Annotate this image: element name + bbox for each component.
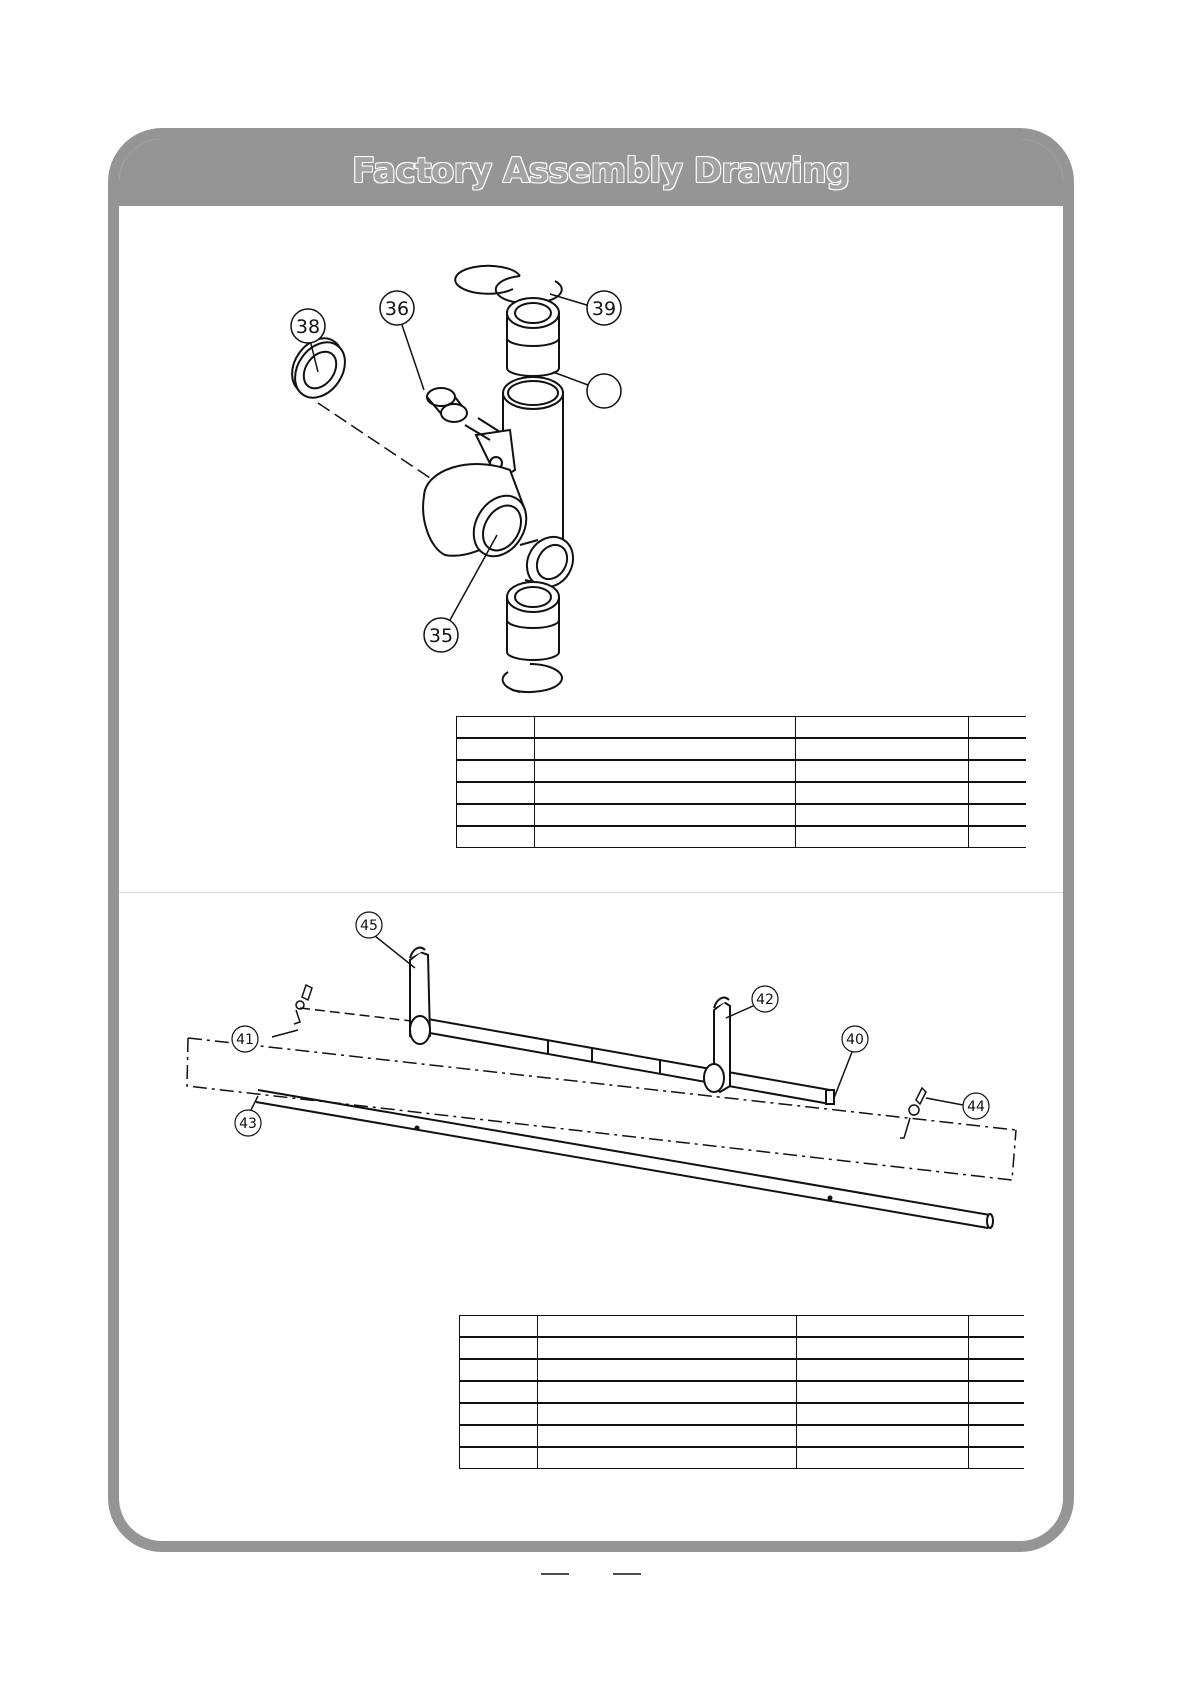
envelope-outline — [187, 1038, 1016, 1180]
table-row — [460, 1425, 1024, 1447]
callout-40 — [842, 1026, 868, 1052]
table-row — [457, 804, 1026, 826]
callout-label: 35 — [428, 625, 454, 647]
callout-label: 43 — [239, 1116, 257, 1132]
upper-shaft — [422, 1018, 834, 1104]
callout-45 — [356, 912, 382, 938]
top-assembly-drawing — [0, 0, 1192, 720]
bushing-top — [507, 298, 559, 376]
callout-38 — [291, 309, 325, 343]
page-title: Factory Assembly Drawing — [352, 151, 850, 191]
table-row — [457, 782, 1026, 804]
table-row — [460, 1337, 1024, 1359]
callout-label: 45 — [360, 918, 378, 934]
table-row — [457, 760, 1026, 782]
table-row — [460, 1403, 1024, 1425]
callout-35 — [424, 618, 458, 652]
callout-36 — [380, 291, 414, 325]
callout-39 — [587, 291, 621, 325]
bushing-bottom — [507, 582, 559, 660]
fastener-left — [294, 985, 312, 1024]
snap-ring-bottom — [512, 664, 562, 692]
callout-44 — [963, 1093, 989, 1119]
table-row — [460, 1381, 1024, 1403]
parts-table-top — [456, 716, 1026, 848]
callout-label: 39 — [591, 298, 617, 320]
callout-42 — [752, 986, 778, 1012]
arm-bracket-left — [410, 948, 430, 1044]
side-housing — [423, 430, 537, 566]
callout-label: 40 — [846, 1032, 864, 1048]
long-rod — [256, 1090, 993, 1228]
table-row — [457, 717, 1026, 739]
bottom-assembly-drawing — [0, 880, 1192, 1280]
page-number-marks — [0, 1565, 1192, 1585]
arm-bracket-right — [704, 998, 730, 1092]
bearing-part — [282, 329, 355, 407]
table-row — [460, 1316, 1024, 1338]
assembly-axis-line — [318, 403, 430, 478]
callout-blank — [587, 374, 621, 408]
callout-label: 38 — [295, 316, 321, 338]
callout-label: 41 — [236, 1032, 254, 1048]
callout-label: 44 — [967, 1099, 985, 1115]
callout-label: 36 — [384, 298, 410, 320]
callout-43 — [235, 1110, 261, 1136]
callout-label: 42 — [756, 992, 774, 1008]
table-row — [460, 1359, 1024, 1381]
callout-41 — [232, 1026, 258, 1052]
table-row — [460, 1447, 1024, 1469]
parts-table-bottom — [459, 1315, 1024, 1469]
fastener-right — [900, 1088, 926, 1138]
table-row — [457, 826, 1026, 848]
table-row — [457, 738, 1026, 760]
